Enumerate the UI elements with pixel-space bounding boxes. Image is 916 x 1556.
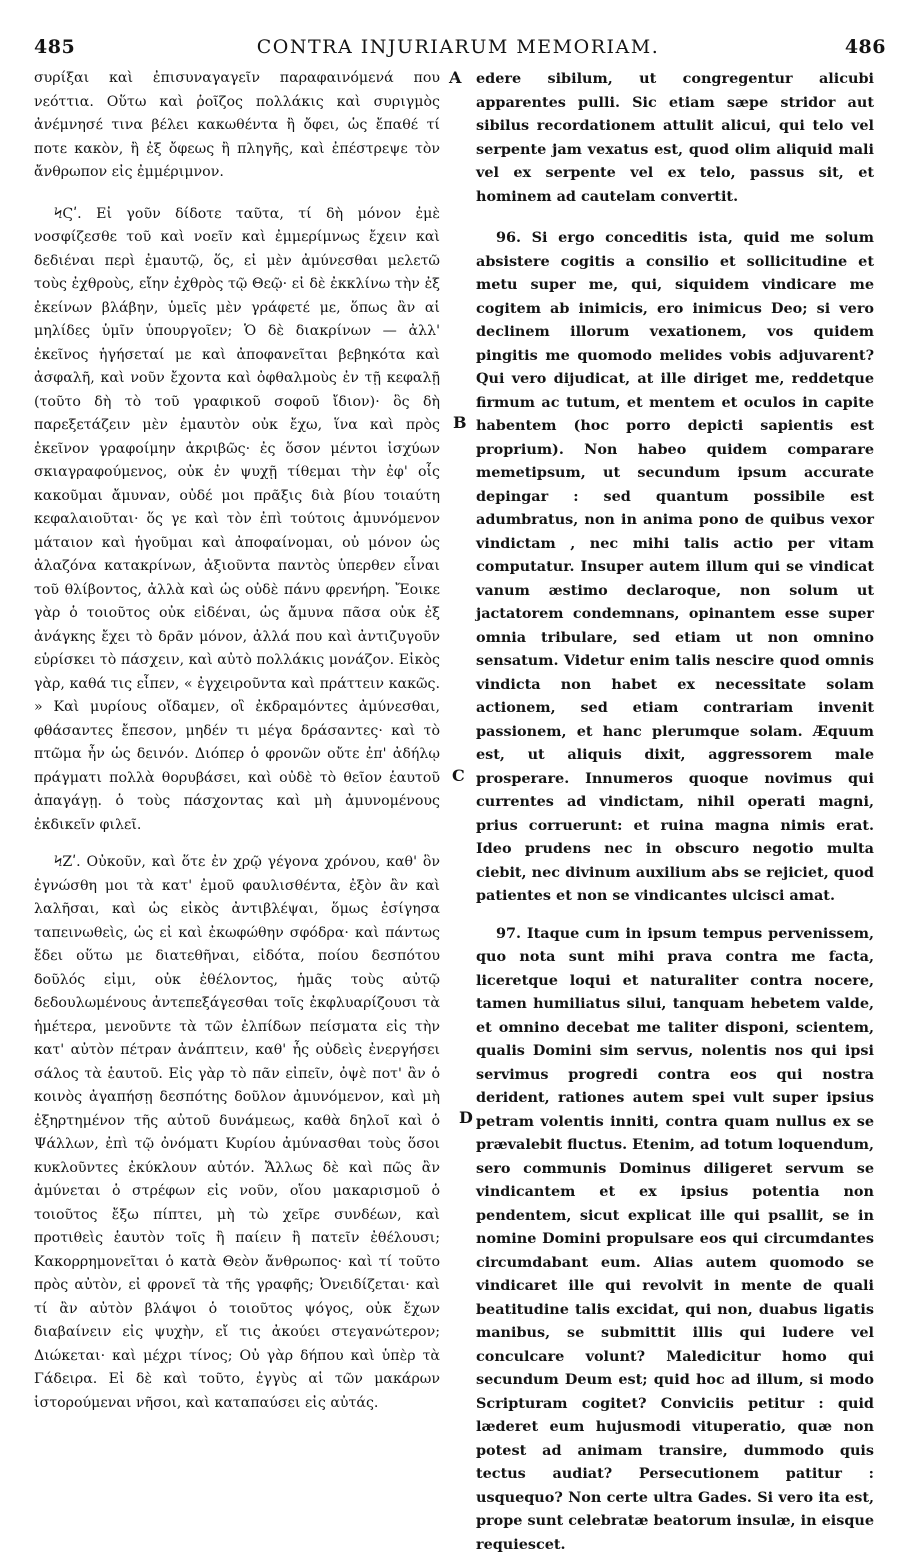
greek-paragraph-97: ϞΖʹ. Οὐκοῦν, καὶ ὅτε ἐν χρῷ γέγονα χρόνου, καθ' ὃν ἐγνώσθη μοι τὰ κατ' ἐμοῦ φαυλισθέντα, ἐξὸν ἂν καὶ λαλῆσαι, καὶ ὡς εἰκὸς ἀντιβλέψαι, ὅμως ἐσίγησα ταπεινωθεὶς, ὡς εἰ καὶ ἐκωφώθην σφόδρα· καὶ πάντως ἔδει οὕτω με διατεθῆναι, εἰδότα, ποίου δεσπότου δοῦλός εἰμι, οὐκ ἐθέλοντος, ἡμᾶς τοὺς αὐτῷ δεδουλωμένους ἀντεπεξάγεσθαι τοῖς ἐκφλυαρίζουσι τὰ ἡμέτερα, μενοῦντε τὰ τῶν ἐλπίδων πείσματα εἰς τὴν κατ' αὐτὸν πέτραν ἀνάπτειν, καθ' ἧς οὐδεὶς ἐνεργήσει σάλος τὰ ἑαυτοῦ. Εἰς γὰρ τὸ πᾶν εἰπεῖν, ὀψὲ ποτ' ἂν ὁ κοινὸς ἀγαπήσῃ δεσπότης δοῦλον ἀμυνόμενον, καὶ μὴ ἐξηρτημένον τῆς αὐτοῦ δυνάμεως, καθὰ δηλοῖ καὶ ὁ Ψάλλων, ἐπὶ τῷ ὀνόματι Κυρίου ἀμύνασθαι τοὺς ὅσοι κυκλοῦντες ἐκύκλουν αὐτόν. Ἄλλως δὲ καὶ πῶς ἂν ἀμύνεται ὁ στρέφων εἰς νοῦν, οἵου μακαρισμοῦ ὁ τοιοῦτος ἔξω πίπτει, μὴ τὼ χεῖρε συνδέων, καὶ προτιθεὶς ἑαυτὸν τοῖς ἢ παίειν ἢ πατεῖν ἐθέλουσι; Κακορρημονεῖται ὁ κατὰ Θεὸν ἄνθρωπος· καὶ τί τοῦτο πρὸς αὐτὸν, εἰ φρονεῖ τὰ τῆς γραφῆς; Ὀνειδίζεται· καὶ τί ἂν αὐτὸν βλάψοι ὁ τοιοῦτος ψόγος, οὐκ ἔχων διαβαίνειν εἰς ψυχὴν, εἴ τις ἀκούει στεγανώτερον; Διώκεται· καὶ μέχρι τίνος; Οὐ γὰρ δήπου καὶ ὑπὲρ τὰ Γάδειρα. Εἰ δὲ καὶ τοῦτο, ἐγγὺς αἱ τῶν μακάρων ἱστορούμεναι νῆσοι, καὶ καταπαύσει εἰς αὐτάς.: [34, 851, 440, 1415]
page-header: [0, 0, 916, 60]
latin-paragraph-97: 97. Itaque cum in ipsum tempus pervenissem, quo nota sunt mihi prava contra me facta, liceretque loqui et naturaliter contra nocere, tamen humiliatus silui, tanquam hebetem valde, et omnino decebat me taliter disponi, scientem, qualis Domini sim servus, nolentis nos qui ipsi servimus progredi contra eos qui nostra derident, rationes autem spei vult super ipsius petram volentis inniti, contra quam nullus ex se prævalebit fluctus. Etenim, ad totum loquendum, sero communis Dominus diligeret servum se vindicantem et ex ipsius potentia non pendentem, sicut explicat ille qui psallit, se in nomine Domini propulsare eos qui circumdantes circumdabant eum. Alias autem quomodo se vindicaret ille qui revolvit in mente de quali beatitudine talis excidat, qui non, duabus ligatis manibus, se submittit illis qui ludere vel conculcare volunt? Maledicitur homo qui secundum Deum est; quid hoc ad illum, si modo Scripturam cogitet? Conviciis petitur : quid læderet eum hujusmodi vituperatio, quæ non potest ad animam transire, dummodo quis tectus audiat? Persecutionem patitur : usquequo? Non certe ultra Gades. Si vero ita est, prope sunt celebratæ beatorum insulæ, in eisque requiescet.: [476, 922, 874, 1556]
running-title: CONTRA INJURIARUM MEMORIAM.: [0, 36, 916, 58]
greek-column: [34, 67, 440, 1415]
margin-marker-c: C: [452, 766, 465, 785]
margin-marker-a: A: [449, 68, 461, 87]
greek-paragraph-1: συρίξαι καὶ ἐπισυναγαγεῖν παραφαινόμενά που νεόττια. Οὕτω καὶ ῥοῖζος πολλάκις καὶ συριγμὸς ἀνέμνησέ τινα βέλει κακωθέντα ἢ ὄφει, ὡς ἔπαθέ τί ποτε κακὸν, ἢ ἐξ ὄφεως ἢ πληγῆς, καὶ ἐπέστρεψε τὸν ἄνθρωπον εἰς ἐμμέριμνον.: [34, 67, 440, 185]
latin-column: [476, 67, 874, 1556]
page-number-left: 485: [34, 36, 75, 58]
latin-paragraph-1: edere sibilum, ut congregentur alicubi apparentes pulli. Sic etiam sæpe stridor aut sibilus recordationem attulit alicui, qui telo vel serpente jam vexatus est, quod olim aliquid mali vel ex serpente vel ex telo, passus sit, et hominem ad cautelam convertit.: [476, 67, 874, 208]
margin-marker-d: D: [459, 1108, 473, 1127]
page-number-right: 486: [845, 36, 886, 58]
greek-paragraph-96: ϞϚʹ. Εἰ γοῦν δίδοτε ταῦτα, τί δὴ μόνον ἐμὲ νοσφίζεσθε τοῦ καὶ νοεῖν καὶ ἐμμερίμνως ἔχειν καὶ δεδιέναι περὶ ἐμαυτῷ, ὅς, εἰ μὲν ἀμύνεσθαι μελετῶ τοὺς ἐχθροὺς, εἴην ἐχθρὸς τῷ Θεῷ· εἰ δὲ ἐκκλίνω τὴν ἐξ ἐκείνων βλάβην, ὑμεῖς μὲν γράφετέ με, ὅπως ἂν αἱ μηλίδες ὑμῖν ὑπουργοῖεν; Ὁ δὲ διακρίνων — ἀλλ' ἐκεῖνος ἡγήσεταί με καὶ ἀποφανεῖται βεβηκότα καὶ ἀσφαλῆ, καὶ νοῦν ἔχοντα καὶ ὀφθαλμοὺς ἐν τῇ κεφαλῇ (τοῦτο δὴ τὸ τοῦ γραφικοῦ σοφοῦ ἴδιον)· ὃς δὴ παρεξετάζειν μὲν ἐμαυτὸν οὐκ ἔχω, ἵνα καὶ πρὸς ἐκεῖνον γραφοίμην ἀκριβῶς· ἐς ὅσον μέντοι ἰσχύων σκιαγραφούμενος, οὐκ ἐν ψυχῇ τίθεμαι τὴν ἐφ' οἷς κακοῦμαι ἄμυναν, οὐδέ μοι πρᾶξις διὰ βίου τοιαύτη κεφαλαιοῦται· ὅς γε καὶ τὸν ἐπὶ τούτοις ἀμυνόμενον μάταιον καὶ ἡγοῦμαι καὶ ἀποφαίνομαι, οὐ μόνον ὡς ἀλαζόνα κατακρίνων, ἀξιοῦντα παντὸς ὑπερθεν εἶναι τοῦ θλίβοντος, ἀλλὰ καὶ ὡς οὐδὲ πάνυ φρενήρη. Ἔοικε γὰρ ὁ τοιοῦτος οὐκ εἰδέναι, ὡς ἄμυνα πᾶσα οὐκ ἐξ ἀνάγκης ἔχει τὸ δρᾶν μόνον, ἀλλά που καὶ ἀντιζυγοῦν εὑρίσκει τὸ πάσχειν, καὶ αὐτὸ πολλάκις μονάζον. Εἰκὸς γὰρ, καθά τις εἶπεν, « ἐγχειροῦντα καὶ πράττειν κακῶς. » Καὶ μυρίους οἴδαμεν, οἳ ἐκδραμόντες ἀμύνεσθαι, φθάσαντες ἔπεσον, μηδέν τι μέγα δράσαντες· καὶ τὸ πτῶμα ἦν ὡς δεινόν. Διόπερ ὁ φρονῶν οὔτε ἐπ' ἀδήλῳ πράγματι πολλὰ θορυβάσει, καὶ οὐδὲ τὸ θεῖον ἑαυτοῦ ἀπαγάγῃ. ὁ τοὺς πάσχοντας καὶ μὴ ἀμυνομένους ἐκδικεῖν φιλεῖ.: [34, 203, 440, 838]
latin-paragraph-96: 96. Si ergo conceditis ista, quid me solum absistere cogitis a consilio et sollicitudine et metu super me, qui, siquidem vindicare me cogitem ab inimicis, ero inimicus Deo; si vero declinem illorum vexationem, vos quidem pingitis me quomodo melides vobis adjuvarent? Qui vero dijudicat, at ille diriget me, reddetque firmum ac tutum, et mentem et oculos in capite habentem (hoc porro depicti sapientis est proprium). Non habeo quidem comparare memetipsum, ut secundum ipsum accurate depingar : sed quantum possibile est adumbratus, non in anima pono de quibus vexor vindictam , nec mihi talis actio per vitam computatur. Insuper autem illum qui se vindicat vanum æstimo declaroque, non solum ut jactatorem condemnans, opinantem esse super omnia tribulare, sed etiam ut non omnino sensatum. Videtur enim talis nescire quod omnis vindicta non habet ex necessitate solam actionem, sed etiam contrariam invenit passionem, et hanc plerumque solam. Æquum est, ut aliquis dixit, aggressorem male prosperare. Innumeros quoque novimus qui currentes ad vindictam, nihil operati magni, prius corruerunt: et ruina magna nimis erat. Ideo prudens nec in obscuro negotio multa ciebit, nec divinum auxilium abs se rejiciet, quod patientes et non se vindicantes ulcisci amat.: [476, 226, 874, 908]
margin-marker-b: B: [453, 413, 467, 432]
